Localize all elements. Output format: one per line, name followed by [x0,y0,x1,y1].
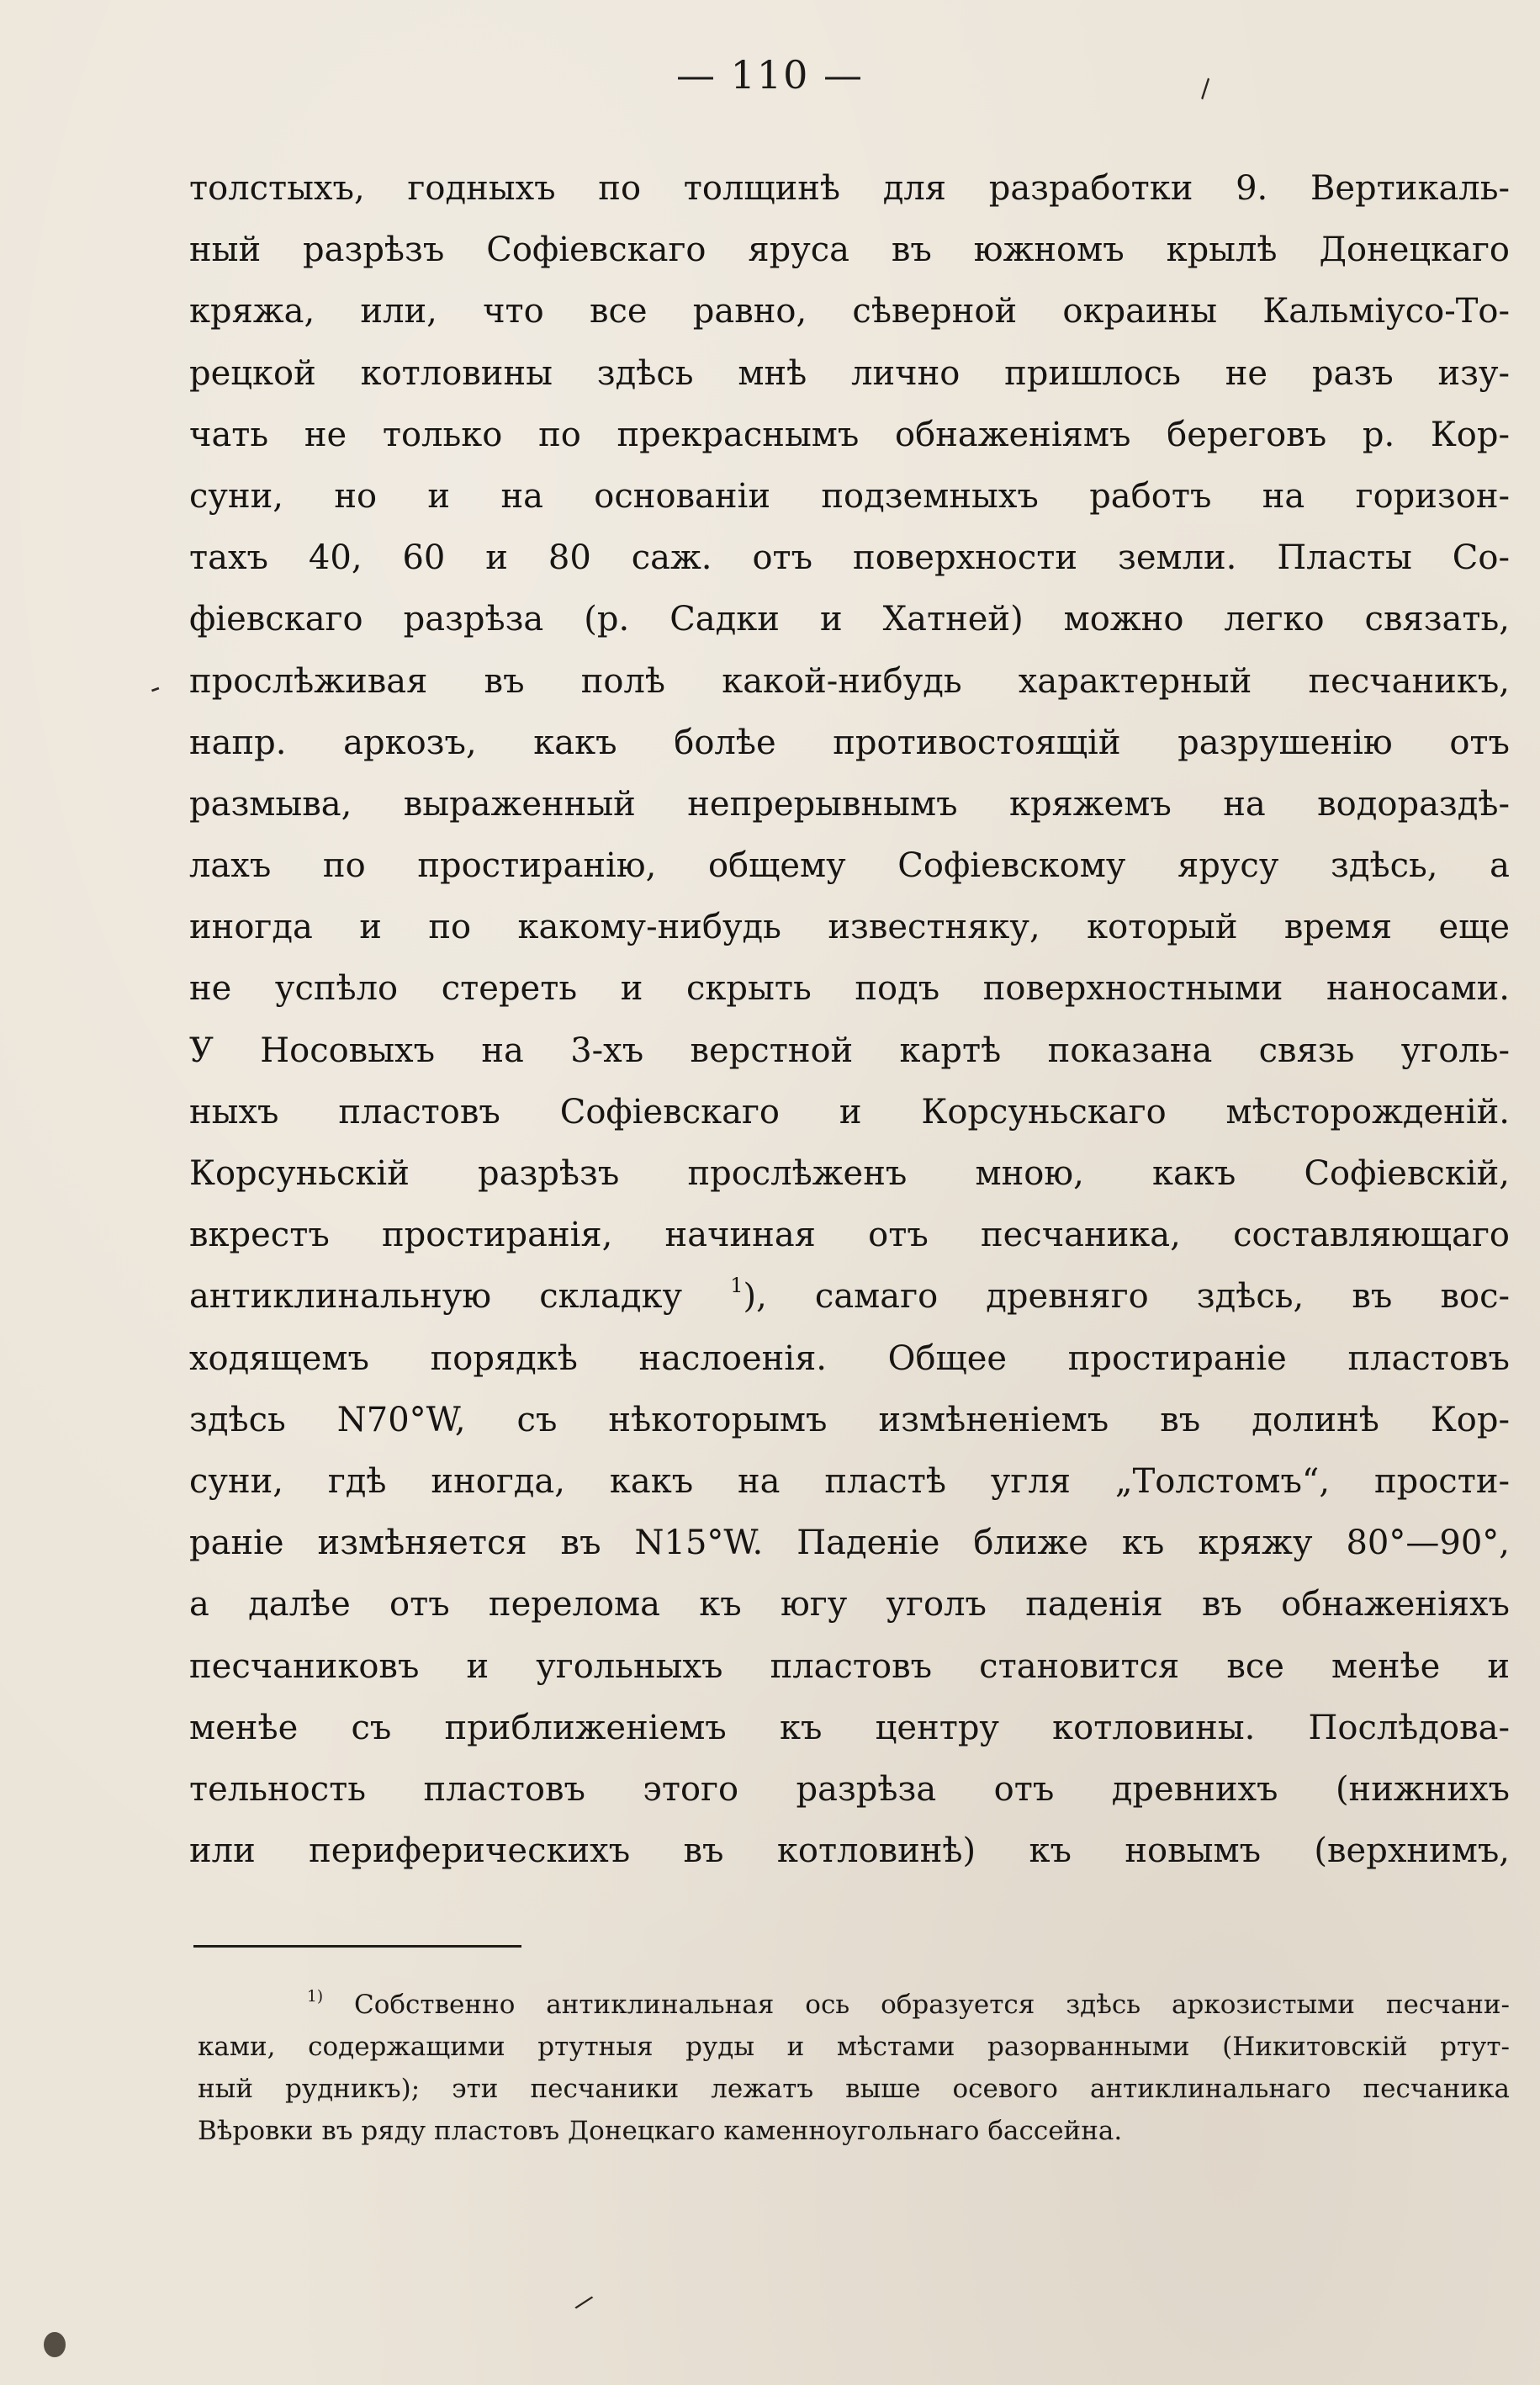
body-line: фіевскаго разрѣза (р. Садки и Хатней) можно легко связать, [189,600,1510,639]
body-line: рецкой котловины здѣсь мнѣ лично пришлось не разъ изу- [189,353,1510,393]
footnote-divider [193,1945,521,1948]
bearing-value: N70°W [336,1400,455,1439]
body-line-tail: . Паденіе ближе къ кряжу 80°—90°, [752,1524,1510,1563]
footnotes [198,1984,1510,2152]
footnote-reference: 1 [730,1274,744,1298]
body-line-with-footnote-ref [189,1266,1510,1328]
footnote-line: ный рудникъ); эти песчаники лежатъ выше осевого антиклинальнаго песчаника [198,2074,1510,2104]
body-line-with-bearing [189,1390,1510,1451]
body-line: прослѣживая въ полѣ какой-нибудь характерный песчаникъ, [189,661,1510,701]
body-line-head: антиклинальную складку [189,1277,683,1317]
body-line-tail: , съ нѣкоторымъ измѣненіемъ въ долинѣ Кор- [454,1400,1510,1439]
body-line: напр. аркозъ, какъ болѣе противостоящій разрушенію отъ [189,723,1510,762]
pencil-mark-icon: \ [1193,74,1218,103]
body-line: толстыхъ, годныхъ по толщинѣ для разработки 9. Вертикаль- [189,169,1510,208]
body-line: не успѣло стереть и скрыть подъ поверхностными наносами. [189,969,1510,1009]
body-line-head: здѣсь [189,1400,286,1439]
body-line: суни, но и на основаніи подземныхъ работъ на горизон- [189,476,1510,516]
ink-blot [44,2332,66,2357]
body-line: а далѣе отъ перелома къ югу уголъ паденія въ обнаженіяхъ [189,1585,1510,1624]
body-line: лахъ по простиранію, общему Софіевскому ярусу здѣсь, а [189,846,1510,886]
pencil-mark-icon: - [144,670,166,706]
page-number: — 110 — [675,52,865,98]
body-line: ныхъ пластовъ Софіевскаго и Корсуньскаго мѣсторожденій. [189,1092,1510,1132]
body-text [189,158,1510,1882]
footnote-line: Вѣровки въ ряду пластовъ Донецкаго каменноугольнаго бассейна. [198,2116,1123,2146]
footnote-line [198,1984,1510,2026]
pencil-mark-icon: / [572,2288,596,2316]
body-line: ный разрѣзъ Софіевскаго яруса въ южномъ крылѣ Донецкаго [189,231,1510,270]
footnote-label: 1) [307,1987,324,2006]
footnote-text: Собственно антиклинальная ось образуется здѣсь аркозистыми песчани- [354,1990,1510,2020]
body-line: песчаниковъ и угольныхъ пластовъ становится все менѣе и [189,1646,1510,1686]
body-line: или периферическихъ въ котловинѣ) къ новымъ (верхнимъ, [189,1831,1510,1871]
body-line-head: раніе измѣняется въ [189,1524,601,1563]
bearing-value: N15°W [634,1524,753,1563]
body-line: ходящемъ порядкѣ наслоенія. Общее простираніе пластовъ [189,1338,1510,1378]
body-line-tail: ), самаго древняго здѣсь, въ вос- [743,1277,1510,1317]
body-line: Корсуньскій разрѣзъ прослѣженъ мною, какъ Софіевскій, [189,1154,1510,1193]
body-line: тахъ 40, 60 и 80 саж. отъ поверхности земли. Пласты Со- [189,538,1510,578]
body-line: иногда и по какому-нибудь известняку, который время еще [189,908,1510,947]
body-line: суни, гдѣ иногда, какъ на пластѣ угля „Толстомъ“, прости- [189,1461,1510,1501]
body-line: чать не только по прекраснымъ обнаженіямъ береговъ р. Кор- [189,415,1510,454]
footnote-line: ками, содержащими ртутныя руды и мѣстами разорванными (Никитовскій ртут- [198,2032,1510,2062]
body-line: кряжа, или, что все равно, сѣверной окраины Кальміусо-То- [189,292,1510,331]
body-line: размыва, выраженный непрерывнымъ кряжемъ на водораздѣ- [189,784,1510,824]
body-line: тельность пластовъ этого разрѣза отъ древнихъ (нижнихъ [189,1769,1510,1809]
body-line: У Носовыхъ на 3-хъ верстной картѣ показана связь уголь- [189,1031,1510,1070]
body-line: менѣе съ приближеніемъ къ центру котловины. Послѣдова- [189,1708,1510,1747]
body-line: вкрестъ простиранія, начиная отъ песчаника, составляющаго [189,1216,1510,1255]
body-line-with-bearing [189,1513,1510,1574]
